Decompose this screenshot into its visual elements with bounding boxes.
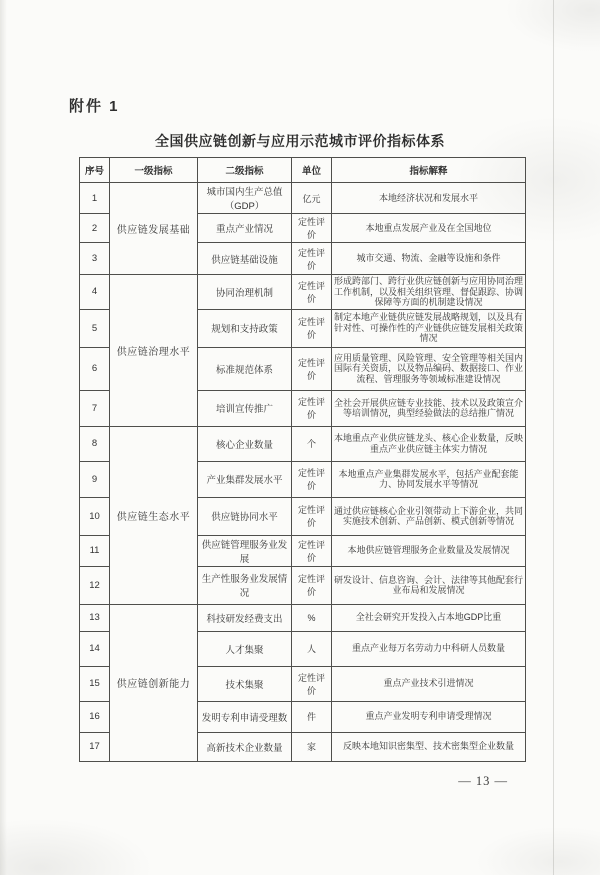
row-number-cell: 12	[80, 566, 110, 604]
level2-indicator-cell: 科技研发经费支出	[198, 604, 292, 631]
attachment-label: 附件 1	[69, 98, 120, 115]
unit-cell: 定性评价	[292, 497, 332, 535]
unit-cell: 家	[292, 732, 332, 761]
unit-cell: 个	[292, 426, 332, 461]
level2-indicator-cell: 供应链管理服务业发展	[198, 535, 292, 566]
explanation-cell: 本地供应链管理服务企业数量及发展情况	[332, 535, 526, 566]
explanation-cell: 本地重点产业集群发展水平，包括产业配套能力、协同发展水平等情况	[332, 461, 526, 497]
row-number-cell: 8	[80, 426, 110, 461]
row-number-cell: 14	[80, 631, 110, 666]
header-explanation: 指标解释	[332, 158, 526, 183]
level2-indicator-cell: 协同治理机制	[198, 275, 292, 310]
unit-cell: 亿元	[292, 183, 332, 214]
row-number-cell: 9	[80, 461, 110, 497]
unit-cell: 定性评价	[292, 347, 332, 390]
row-number-cell: 6	[80, 347, 110, 390]
table-header-row	[80, 158, 526, 183]
level2-indicator-cell: 城市国内生产总值（GDP）	[198, 183, 292, 214]
row-number-cell: 10	[80, 497, 110, 535]
row-number-cell: 3	[80, 243, 110, 275]
unit-cell: 定性评价	[292, 390, 332, 426]
explanation-cell: 重点产业发明专利申请受理情况	[332, 701, 526, 732]
level1-indicator-cell: 供应链发展基础	[110, 183, 198, 275]
unit-cell: 定性评价	[292, 275, 332, 310]
level2-indicator-cell: 技术集聚	[198, 666, 292, 701]
level2-indicator-cell: 人才集聚	[198, 631, 292, 666]
row-number-cell: 5	[80, 309, 110, 347]
explanation-cell: 本地重点发展产业及在全国地位	[332, 214, 526, 243]
row-number-cell: 2	[80, 214, 110, 243]
unit-cell: 定性评价	[292, 214, 332, 243]
row-number-cell: 4	[80, 275, 110, 310]
page-number: — 13 —	[458, 774, 508, 788]
unit-cell: 件	[292, 701, 332, 732]
explanation-cell: 本地重点产业供应链龙头、核心企业数量，反映重点产业供应链主体实力情况	[332, 426, 526, 461]
explanation-cell: 城市交通、物流、金融等设施和条件	[332, 243, 526, 275]
indicator-table-body	[80, 183, 526, 762]
table-row	[80, 604, 526, 631]
page-title: 全国供应链创新与应用示范城市评价指标体系	[155, 133, 445, 149]
explanation-cell: 本地经济状况和发展水平	[332, 183, 526, 214]
unit-cell: 定性评价	[292, 566, 332, 604]
table-row	[80, 183, 526, 214]
level1-indicator-cell: 供应链生态水平	[110, 426, 198, 604]
header-level1-indicator: 一级指标	[110, 158, 198, 183]
unit-cell: 定性评价	[292, 309, 332, 347]
unit-cell: %	[292, 604, 332, 631]
explanation-cell: 研发设计、信息咨询、会计、法律等其他配套行业布局和发展情况	[332, 566, 526, 604]
explanation-cell: 形成跨部门、跨行业供应链创新与应用协同治理工作机制，以及相关组织管理、督促跟踪、协调保障等方面的机制建设情况	[332, 275, 526, 310]
level2-indicator-cell: 生产性服务业发展情况	[198, 566, 292, 604]
row-number-cell: 1	[80, 183, 110, 214]
indicator-table	[79, 157, 526, 762]
level1-indicator-cell: 供应链治理水平	[110, 275, 198, 427]
row-number-cell: 13	[80, 604, 110, 631]
explanation-cell: 制定本地产业链供应链发展战略规划，以及具有针对性、可操作性的产业链供应链发展相关政策情况	[332, 309, 526, 347]
explanation-cell: 通过供应链核心企业引领带动上下游企业，共同实施技术创新、产品创新、模式创新等情况	[332, 497, 526, 535]
explanation-cell: 反映本地知识密集型、技术密集型企业数量	[332, 732, 526, 761]
unit-cell: 定性评价	[292, 461, 332, 497]
level1-indicator-cell: 供应链创新能力	[110, 604, 198, 761]
explanation-cell: 全社会开展供应链专业技能、技术以及政策宣介等培训情况，典型经验做法的总结推广情况	[332, 390, 526, 426]
table-row	[80, 426, 526, 461]
level2-indicator-cell: 产业集群发展水平	[198, 461, 292, 497]
row-number-cell: 11	[80, 535, 110, 566]
row-number-cell: 15	[80, 666, 110, 701]
header-level2-indicator: 二级指标	[198, 158, 292, 183]
level2-indicator-cell: 标准规范体系	[198, 347, 292, 390]
row-number-cell: 16	[80, 701, 110, 732]
level2-indicator-cell: 规划和支持政策	[198, 309, 292, 347]
explanation-cell: 重点产业技术引进情况	[332, 666, 526, 701]
explanation-cell: 全社会研究开发投入占本地GDP比重	[332, 604, 526, 631]
header-unit: 单位	[292, 158, 332, 183]
explanation-cell: 重点产业每万名劳动力中科研人员数量	[332, 631, 526, 666]
level2-indicator-cell: 重点产业情况	[198, 214, 292, 243]
unit-cell: 人	[292, 631, 332, 666]
header-row-number: 序号	[80, 158, 110, 183]
level2-indicator-cell: 培训宣传推广	[198, 390, 292, 426]
unit-cell: 定性评价	[292, 535, 332, 566]
level2-indicator-cell: 核心企业数量	[198, 426, 292, 461]
table-row	[80, 275, 526, 310]
level2-indicator-cell: 高新技术企业数量	[198, 732, 292, 761]
unit-cell: 定性评价	[292, 666, 332, 701]
level2-indicator-cell: 发明专利申请受理数	[198, 701, 292, 732]
row-number-cell: 17	[80, 732, 110, 761]
level2-indicator-cell: 供应链协同水平	[198, 497, 292, 535]
unit-cell: 定性评价	[292, 243, 332, 275]
level2-indicator-cell: 供应链基础设施	[198, 243, 292, 275]
explanation-cell: 应用质量管理、风险管理、安全管理等相关国内国际有关资质，以及物品编码、数据接口、作业流程、管理服务等领域标准建设情况	[332, 347, 526, 390]
row-number-cell: 7	[80, 390, 110, 426]
